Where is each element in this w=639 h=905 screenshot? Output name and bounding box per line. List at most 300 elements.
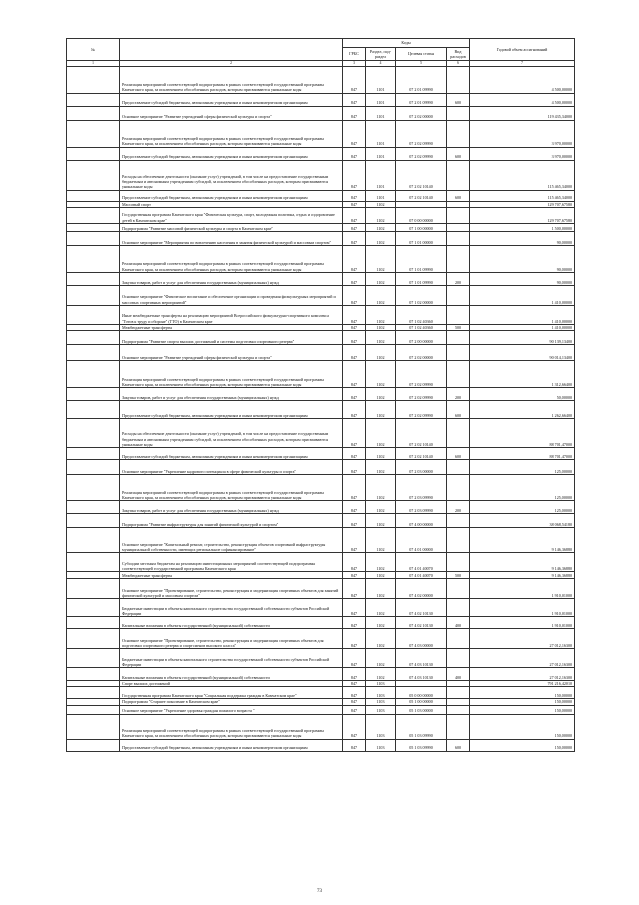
header-grbs: ГРБС [343, 48, 366, 61]
row-vid-cell [447, 528, 470, 553]
row-amount-cell: 50,00000 [470, 388, 575, 401]
row-vid-cell: 600 [447, 147, 470, 160]
row-vid-cell [447, 106, 470, 120]
row-vid-cell: 200 [447, 272, 470, 285]
row-name-cell: Основное мероприятие "Проектирование, строительство, реконструкция и модернизация спортивных объектов для подготовки спортивного резерва и спортсменов высокого класса" [120, 629, 343, 649]
row-name-cell: Основное мероприятие "Проектирование, строительство, реконструкция и модернизация спортивных объектов для занятий физической культурой и массовым спортом" [120, 579, 343, 599]
row-target-cell: 07 4 03 10130 [396, 649, 447, 668]
row-target-cell: 07 4 01 40070 [396, 572, 447, 579]
row-amount-cell: 1 410,00000 [470, 305, 575, 324]
row-amount-cell: 90,00000 [470, 272, 575, 285]
row-target-cell: 07 2 01 09990 [396, 66, 447, 93]
row-vid-cell [447, 160, 470, 190]
row-vid-cell [447, 460, 470, 475]
table-row [67, 475, 575, 501]
row-num-cell [67, 579, 120, 599]
row-section-cell: 1102 [366, 528, 396, 553]
row-vid-cell: 400 [447, 668, 470, 681]
row-name-cell: Предоставление субсидий бюджетным, автономным учреждениям и иным некоммерческим организациям [120, 448, 343, 460]
table-row [67, 223, 575, 231]
table-row [67, 345, 575, 361]
row-amount-cell: 1 910,01000 [470, 599, 575, 617]
row-num-cell [67, 687, 120, 699]
budget-table [66, 38, 575, 752]
row-num-cell [67, 572, 120, 579]
row-name-cell: Межбюджетные трансферты [120, 324, 343, 330]
row-target-cell: 07 4 03 00000 [396, 629, 447, 649]
row-amount-cell: 150,00000 [470, 714, 575, 739]
row-grbs-cell: 847 [343, 285, 366, 305]
row-amount-cell: 1 910,01000 [470, 617, 575, 629]
row-vid-cell: 500 [447, 324, 470, 330]
row-num-cell [67, 629, 120, 649]
row-num-cell [67, 617, 120, 629]
row-section-cell: 1101 [366, 106, 396, 120]
row-amount-cell: 119 435,34000 [470, 106, 575, 120]
row-grbs-cell: 847 [343, 668, 366, 681]
row-grbs-cell: 847 [343, 147, 366, 160]
row-vid-cell [447, 475, 470, 501]
row-section-cell: 1102 [366, 285, 396, 305]
row-num-cell [67, 305, 120, 324]
row-vid-cell [447, 285, 470, 305]
row-grbs-cell: 847 [343, 160, 366, 190]
row-grbs-cell: 847 [343, 231, 366, 245]
row-grbs-cell: 847 [343, 66, 366, 93]
table-row [67, 553, 575, 572]
row-target-cell: 07 1 02 40360 [396, 305, 447, 324]
row-section-cell: 1102 [366, 361, 396, 388]
row-grbs-cell: 847 [343, 528, 366, 553]
table-row [67, 599, 575, 617]
row-amount-cell: 125,00000 [470, 460, 575, 475]
row-vid-cell: 600 [447, 93, 470, 106]
row-target-cell: 05 1 03 00000 [396, 705, 447, 714]
row-num-cell [67, 272, 120, 285]
row-section-cell: 1102 [366, 475, 396, 501]
table-row [67, 190, 575, 201]
row-num-cell [67, 66, 120, 93]
col-index: 5 [396, 61, 447, 67]
row-vid-cell [447, 245, 470, 272]
row-vid-cell: 200 [447, 501, 470, 514]
row-amount-cell: 38 068,54180 [470, 514, 575, 528]
row-num-cell [67, 231, 120, 245]
table-row [67, 668, 575, 681]
row-num-cell [67, 501, 120, 514]
row-amount-cell: 150,00000 [470, 687, 575, 699]
row-vid-cell: 600 [447, 739, 470, 751]
row-grbs-cell: 847 [343, 687, 366, 699]
row-vid-cell: 600 [447, 190, 470, 201]
row-vid-cell: 600 [447, 401, 470, 419]
row-amount-cell: 129 707,67580 [470, 207, 575, 223]
header-codes: Коды [343, 39, 470, 48]
row-grbs-cell: 847 [343, 272, 366, 285]
row-section-cell: 1103 [366, 687, 396, 699]
row-section-cell: 1103 [366, 681, 396, 687]
row-amount-cell: 150,00000 [470, 705, 575, 714]
row-num-cell [67, 147, 120, 160]
row-vid-cell [447, 120, 470, 147]
row-num-cell [67, 448, 120, 460]
row-section-cell: 1102 [366, 579, 396, 599]
row-amount-cell: 90 139,13400 [470, 331, 575, 345]
row-grbs-cell: 847 [343, 207, 366, 223]
row-section-cell: 1102 [366, 617, 396, 629]
row-name-cell: Межбюджетные трансферты [120, 572, 343, 579]
row-amount-cell: 125,00000 [470, 475, 575, 501]
col-index: 6 [447, 61, 470, 67]
row-target-cell: 07 2 02 00000 [396, 345, 447, 361]
table-row [67, 739, 575, 751]
row-vid-cell [447, 553, 470, 572]
row-target-cell: 07 4 02 10130 [396, 617, 447, 629]
row-name-cell: Массовый спорт [120, 201, 343, 207]
table-row [67, 501, 575, 514]
row-name-cell: Бюджетные инвестиции в объекты капитального строительства государственной собственности субъектов Российской Федерации [120, 599, 343, 617]
table-row [67, 572, 575, 579]
row-vid-cell [447, 705, 470, 714]
row-name-cell: Реализация мероприятий соответствующей подпрограммы в рамках соответствующей государственной программы Камчатского края, за исключением обособленных расходов, которым присваиваются уникальные коды [120, 361, 343, 388]
row-grbs-cell: 847 [343, 629, 366, 649]
row-target-cell: 07 1 00 00000 [396, 223, 447, 231]
row-amount-cell: 150,00000 [470, 739, 575, 751]
row-amount-cell: 125,00000 [470, 501, 575, 514]
row-target-cell: 07 2 02 09990 [396, 120, 447, 147]
table-row [67, 66, 575, 93]
row-name-cell: Подпрограмма "Развитие спорта высших достижений и системы подготовки спортивного резерва" [120, 331, 343, 345]
row-name-cell: Капитальные вложения в объекты государственной (муниципальной) собственности [120, 617, 343, 629]
row-section-cell: 1102 [366, 324, 396, 330]
row-section-cell: 1102 [366, 419, 396, 448]
row-amount-cell: 115 465,34000 [470, 160, 575, 190]
row-name-cell: Предоставление субсидий бюджетным, автономным учреждениям и иным некоммерческим организациям [120, 739, 343, 751]
row-num-cell [67, 345, 120, 361]
header-target: Целевая статья [396, 48, 447, 61]
row-grbs-cell: 847 [343, 106, 366, 120]
table-row [67, 331, 575, 345]
row-amount-cell: 90,00000 [470, 231, 575, 245]
table-row [67, 245, 575, 272]
row-target-cell: 07 2 02 09990 [396, 388, 447, 401]
row-target-cell: 07 2 02 09990 [396, 361, 447, 388]
row-amount-cell: 1 410,00000 [470, 324, 575, 330]
row-vid-cell: 600 [447, 448, 470, 460]
row-section-cell: 1102 [366, 223, 396, 231]
row-section-cell: 1101 [366, 147, 396, 160]
table-row [67, 448, 575, 460]
row-name-cell: Предоставление субсидий бюджетным, автономным учреждениям и иным некоммерческим организациям [120, 190, 343, 201]
row-num-cell [67, 668, 120, 681]
row-grbs-cell: 847 [343, 572, 366, 579]
row-vid-cell [447, 649, 470, 668]
row-section-cell: 1102 [366, 388, 396, 401]
row-amount-cell: 150,00000 [470, 699, 575, 705]
row-section-cell: 1102 [366, 514, 396, 528]
col-index: 4 [366, 61, 396, 67]
row-grbs-cell: 847 [343, 120, 366, 147]
row-num-cell [67, 419, 120, 448]
row-vid-cell [447, 714, 470, 739]
row-vid-cell: 500 [447, 572, 470, 579]
row-grbs-cell: 847 [343, 305, 366, 324]
table-row [67, 419, 575, 448]
row-vid-cell [447, 345, 470, 361]
table-row [67, 147, 575, 160]
row-section-cell: 1102 [366, 572, 396, 579]
row-amount-cell: 1 312,66400 [470, 361, 575, 388]
row-amount-cell: 115 465,34000 [470, 190, 575, 201]
row-target-cell: 05 1 03 09990 [396, 714, 447, 739]
row-name-cell: Реализация мероприятий соответствующей подпрограммы в рамках соответствующей государственной программы Камчатского края, за исключением обособленных расходов, которым присваиваются уникальные коды [120, 66, 343, 93]
row-num-cell [67, 207, 120, 223]
row-target-cell: 05 0 00 00000 [396, 687, 447, 699]
row-amount-cell: 1 262,66400 [470, 401, 575, 419]
row-target-cell: 07 2 01 09990 [396, 93, 447, 106]
row-target-cell: 07 2 02 09990 [396, 147, 447, 160]
col-index: 3 [343, 61, 366, 67]
row-target-cell: 05 1 00 00000 [396, 699, 447, 705]
row-section-cell: 1102 [366, 649, 396, 668]
col-index: 7 [470, 61, 575, 67]
row-amount-cell: 3 970,00000 [470, 120, 575, 147]
row-num-cell [67, 739, 120, 751]
row-num-cell [67, 285, 120, 305]
row-target-cell: 07 2 02 10140 [396, 160, 447, 190]
row-num-cell [67, 514, 120, 528]
row-target-cell: 07 4 02 00000 [396, 579, 447, 599]
row-amount-cell: 88 701,47000 [470, 448, 575, 460]
row-grbs-cell: 847 [343, 553, 366, 572]
row-num-cell [67, 160, 120, 190]
row-amount-cell: 90 014,13400 [470, 345, 575, 361]
header-name [120, 39, 343, 61]
row-name-cell: Подпрограмма "Развитие инфраструктуры для занятий физической культурой и спортом" [120, 514, 343, 528]
row-name-cell: Основное мероприятие "Развитие учреждений сферы физической культуры и спорта" [120, 106, 343, 120]
row-grbs-cell: 847 [343, 245, 366, 272]
row-section-cell: 1103 [366, 705, 396, 714]
row-vid-cell [447, 231, 470, 245]
row-grbs-cell: 847 [343, 419, 366, 448]
row-name-cell: Предоставление субсидий бюджетным, автономным учреждениям и иным некоммерческим организациям [120, 401, 343, 419]
row-num-cell [67, 714, 120, 739]
row-vid-cell [447, 305, 470, 324]
row-amount-cell: 9 146,36880 [470, 528, 575, 553]
row-amount-cell: 27 012,16300 [470, 668, 575, 681]
row-amount-cell: 3 970,00000 [470, 147, 575, 160]
row-amount-cell: 4 500,00000 [470, 93, 575, 106]
row-target-cell: 07 2 03 00000 [396, 460, 447, 475]
header-vid: Вид расходов [447, 48, 470, 61]
row-name-cell: Основное мероприятие "Мероприятия по вовлечению населения в занятия физической культурой и массовым спортом" [120, 231, 343, 245]
row-vid-cell [447, 223, 470, 231]
row-amount-cell: 90,00000 [470, 245, 575, 272]
row-target-cell: 07 2 02 10140 [396, 419, 447, 448]
row-grbs-cell: 847 [343, 460, 366, 475]
table-row [67, 285, 575, 305]
row-section-cell: 1102 [366, 207, 396, 223]
row-num-cell [67, 93, 120, 106]
row-grbs-cell: 847 [343, 401, 366, 419]
row-name-cell: Спорт высших достижений [120, 681, 343, 687]
page-number: 73 [317, 889, 322, 894]
row-name-cell: Подпрограмма "Развитие массовой физической культуры и спорта в Камчатском крае" [120, 223, 343, 231]
row-grbs-cell: 847 [343, 448, 366, 460]
row-grbs-cell: 847 [343, 361, 366, 388]
row-target-cell: 07 2 03 09990 [396, 501, 447, 514]
header-amount: Годовой объем ассигнований [470, 39, 575, 61]
row-name-cell: Закупка товаров, работ и услуг для обеспечения государственных (муниципальных) нужд [120, 388, 343, 401]
row-section-cell: 1102 [366, 201, 396, 207]
row-section-cell: 1103 [366, 714, 396, 739]
budget-table-sheet [66, 38, 574, 752]
table-row [67, 361, 575, 388]
table-row [67, 714, 575, 739]
row-section-cell: 1102 [366, 501, 396, 514]
row-target-cell: 07 1 01 00000 [396, 231, 447, 245]
row-section-cell: 1101 [366, 160, 396, 190]
row-amount-cell: 1 500,00000 [470, 223, 575, 231]
row-section-cell: 1101 [366, 93, 396, 106]
row-vid-cell [447, 629, 470, 649]
row-grbs-cell: 847 [343, 514, 366, 528]
row-target-cell: 07 4 02 10130 [396, 599, 447, 617]
table-row [67, 617, 575, 629]
table-row [67, 687, 575, 699]
row-target-cell: 05 1 03 09990 [396, 739, 447, 751]
row-name-cell: Основное мероприятие "Укрепление здоровья граждан пожилого возраста " [120, 705, 343, 714]
row-section-cell: 1102 [366, 553, 396, 572]
row-target-cell: 07 1 02 00000 [396, 285, 447, 305]
row-grbs-cell: 847 [343, 599, 366, 617]
row-section-cell: 1102 [366, 305, 396, 324]
row-num-cell [67, 460, 120, 475]
row-num-cell [67, 361, 120, 388]
row-amount-cell: 27 012,16300 [470, 629, 575, 649]
row-name-cell: Основное мероприятие "Развитие учреждений сферы физической культуры и спорта" [120, 345, 343, 361]
row-name-cell: Предоставление субсидий бюджетным, автономным учреждениям и иным некоммерческим организациям [120, 147, 343, 160]
col-index: 1 [67, 61, 120, 67]
row-grbs-cell: 847 [343, 617, 366, 629]
table-row [67, 629, 575, 649]
row-vid-cell [447, 361, 470, 388]
row-vid-cell [447, 599, 470, 617]
row-name-cell: Предоставление субсидий бюджетным, автономным учреждениям и иным некоммерческим организациям [120, 93, 343, 106]
row-name-cell: Реализация мероприятий соответствующей подпрограммы в рамках соответствующей государственной программы Камчатского края, за исключением обособленных расходов, которым присваиваются уникальные коды [120, 120, 343, 147]
row-num-cell [67, 401, 120, 419]
table-row [67, 106, 575, 120]
row-section-cell: 1101 [366, 66, 396, 93]
row-vid-cell [447, 419, 470, 448]
row-name-cell: Подпрограмма "Старшее поколение в Камчатском крае" [120, 699, 343, 705]
row-target-cell: 07 2 00 00000 [396, 331, 447, 345]
row-section-cell: 1103 [366, 739, 396, 751]
row-grbs-cell: 847 [343, 501, 366, 514]
row-num-cell [67, 190, 120, 201]
row-amount-cell: 27 012,16300 [470, 649, 575, 668]
row-num-cell [67, 649, 120, 668]
row-name-cell: Реализация мероприятий соответствующей подпрограммы в рамках соответствующей государственной программы Камчатского края, за исключением обособленных расходов, которым присваиваются уникальные коды [120, 714, 343, 739]
row-name-cell: Основное мероприятие "Капитальный ремонт, строительство, реконструкция объектов спортивной инфраструктуры муниципальной собственности, имеющих региональное софинансирование" [120, 528, 343, 553]
row-name-cell: Расходы на обеспечение деятельности (оказание услуг) учреждений, в том числе на предоставление государственным бюджетным и автономным учреждениям субсидий, за исключением обособленных расходов, которым присваиваются уникальные коды [120, 160, 343, 190]
row-target-cell: 07 2 02 09990 [396, 401, 447, 419]
table-row [67, 579, 575, 599]
row-grbs-cell: 847 [343, 201, 366, 207]
table-row [67, 231, 575, 245]
row-name-cell: Закупка товаров, работ и услуг для обеспечения государственных (муниципальных) нужд [120, 501, 343, 514]
table-row [67, 460, 575, 475]
col-index: 2 [120, 61, 343, 67]
row-target-cell: 07 2 02 00000 [396, 106, 447, 120]
row-num-cell [67, 599, 120, 617]
row-name-cell: Бюджетные инвестиции в объекты капитального строительства государственной собственности субъектов Российской Федерации [120, 649, 343, 668]
row-name-cell: Иные межбюджетные трансферты на реализацию мероприятий Всероссийского физкультурно-спортивного комплекса "Готов к труду и обороне" (ГТО) в Камчатском крае [120, 305, 343, 324]
table-row [67, 528, 575, 553]
row-section-cell: 1102 [366, 331, 396, 345]
row-num-cell [67, 120, 120, 147]
row-target-cell: 07 2 02 10140 [396, 190, 447, 201]
row-grbs-cell: 847 [343, 190, 366, 201]
row-name-cell: Основное мероприятие "Укрепление кадрового потенциала в сфере физической культуры и спорта" [120, 460, 343, 475]
row-section-cell: 1102 [366, 231, 396, 245]
row-num-cell [67, 331, 120, 345]
row-grbs-cell: 847 [343, 345, 366, 361]
row-grbs-cell: 847 [343, 649, 366, 668]
row-amount-cell: 9 146,36880 [470, 572, 575, 579]
row-amount-cell: 9 146,36880 [470, 553, 575, 572]
row-grbs-cell: 847 [343, 705, 366, 714]
row-amount-cell: 1 910,01000 [470, 579, 575, 599]
row-target-cell: 07 4 00 00000 [396, 514, 447, 528]
table-row [67, 160, 575, 190]
row-num-cell [67, 106, 120, 120]
row-grbs-cell: 847 [343, 699, 366, 705]
row-section-cell: 1101 [366, 120, 396, 147]
row-target-cell: 07 1 01 09990 [396, 272, 447, 285]
row-vid-cell [447, 66, 470, 93]
row-num-cell [67, 388, 120, 401]
row-section-cell: 1102 [366, 668, 396, 681]
row-vid-cell [447, 579, 470, 599]
row-num-cell [67, 245, 120, 272]
row-section-cell: 1102 [366, 345, 396, 361]
header-section: Раздел, под-раздел [366, 48, 396, 61]
row-amount-cell: 4 500,00000 [470, 66, 575, 93]
row-target-cell: 07 1 02 40360 [396, 324, 447, 330]
header-num: № [67, 39, 120, 61]
row-section-cell: 1102 [366, 401, 396, 419]
row-num-cell [67, 553, 120, 572]
row-num-cell [67, 475, 120, 501]
row-name-cell: Расходы на обеспечение деятельности (оказание услуг) учреждений, в том числе на предоставление государственным бюджетным и автономным учреждениям субсидий, за исключением обособленных расходов, которым присваиваются уникальные коды [120, 419, 343, 448]
row-section-cell: 1102 [366, 245, 396, 272]
row-grbs-cell: 847 [343, 739, 366, 751]
row-grbs-cell: 847 [343, 223, 366, 231]
row-amount-cell: 129 707,67580 [470, 201, 575, 207]
row-section-cell: 1102 [366, 272, 396, 285]
row-target-cell: 07 2 02 10140 [396, 448, 447, 460]
table-row [67, 93, 575, 106]
row-name-cell: Капитальные вложения в объекты государственной (муниципальной) собственности [120, 668, 343, 681]
row-name-cell: Субсидии местным бюджетам на реализацию инвестиционных мероприятий соответствующей подпрограммы соответствующей государственной программы Камчатского края [120, 553, 343, 572]
row-section-cell: 1102 [366, 629, 396, 649]
row-vid-cell [447, 331, 470, 345]
table-row [67, 305, 575, 324]
table-row [67, 514, 575, 528]
row-target-cell: 07 4 03 10130 [396, 668, 447, 681]
row-section-cell: 1102 [366, 460, 396, 475]
